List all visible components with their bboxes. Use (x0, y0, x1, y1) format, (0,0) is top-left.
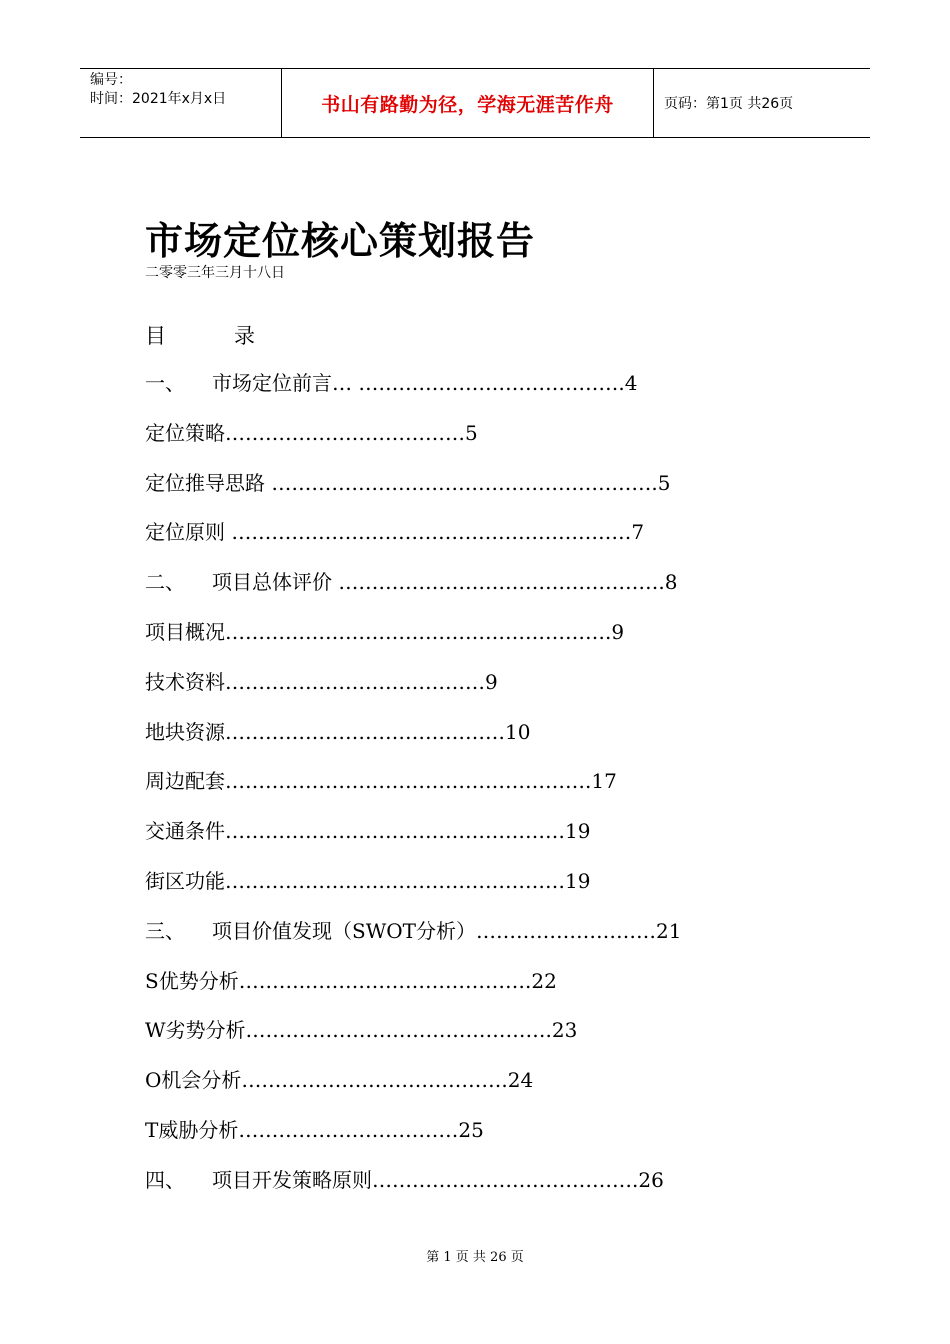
page-header (80, 68, 870, 138)
toc-item (145, 1065, 845, 1115)
header-meta (80, 69, 281, 137)
header-motto: 书山有路勤为径，学海无涯苦作舟 (281, 69, 654, 137)
toc-item-text: W劣势分析……………………………………….23 (145, 1018, 578, 1043)
toc-item-text: 地块资源……………………………………10 (145, 719, 531, 744)
toc-item-number: 一、 (145, 371, 185, 395)
toc-item-text: 技术资料…………………………………9 (145, 669, 498, 694)
toc-item-number: 三、 (145, 918, 185, 943)
toc-item (145, 966, 845, 1016)
toc-item (145, 1165, 845, 1215)
toc-item-text: 定位原则 ……………………………………………………7 (145, 520, 645, 545)
toc-item-text: S优势分析……….…………………………….22 (145, 968, 557, 993)
serial-label: 编号： (90, 72, 132, 88)
toc-item-text: 项目价值发现（SWOT分析）………………………21 (212, 918, 682, 943)
page-footer: 第 1 页 共 26 页 (426, 1250, 524, 1265)
header-page-info: 页码：第1页 共26页 (664, 96, 794, 112)
toc-item (145, 1115, 845, 1165)
toc-item-text: T威胁分析……………………………25 (145, 1117, 484, 1142)
document-date: 二零零三年三月十八日 (145, 265, 285, 281)
toc-item (145, 517, 845, 567)
toc-item (145, 567, 845, 617)
toc-item (145, 816, 845, 866)
document-title: 市场定位核心策划报告 (145, 219, 536, 263)
toc-item (145, 418, 845, 468)
toc-item (145, 667, 845, 717)
toc-item-text: 定位推导思路 ………………………………………………….5 (145, 470, 671, 495)
time-label: 时间：2021年x月x日 (90, 91, 227, 107)
toc-item-text: 项目概况………………………………………………….9 (145, 619, 625, 644)
toc-item (145, 766, 845, 816)
table-of-contents (145, 368, 845, 1215)
toc-item (145, 368, 845, 418)
toc-item (145, 468, 845, 518)
toc-item-number: 二、 (145, 570, 185, 595)
toc-item-text: 交通条件……………………………………………19 (145, 819, 591, 844)
toc-item-text: O机会分析………………………………….24 (145, 1068, 534, 1093)
toc-item-text: 市场定位前言… ………………………………….4 (212, 371, 638, 395)
toc-item-text: 周边配套……………………………………………….17 (145, 769, 617, 794)
toc-item (145, 717, 845, 767)
toc-item (145, 866, 845, 916)
toc-item-text: 项目开发策略原则………………………………….26 (212, 1167, 664, 1192)
toc-heading-right: 录 (234, 324, 255, 348)
toc-heading (145, 320, 255, 350)
toc-item-text: 街区功能……………………………………………19 (145, 868, 591, 893)
toc-item (145, 617, 845, 667)
toc-item-number: 四、 (145, 1167, 185, 1192)
toc-item (145, 1015, 845, 1065)
toc-item-text: 定位策略………………………………5 (145, 420, 478, 445)
toc-heading-left: 目 (145, 324, 166, 348)
toc-item-text: 项目总体评价 ………………………………………….8 (212, 570, 678, 595)
toc-item (145, 916, 845, 966)
